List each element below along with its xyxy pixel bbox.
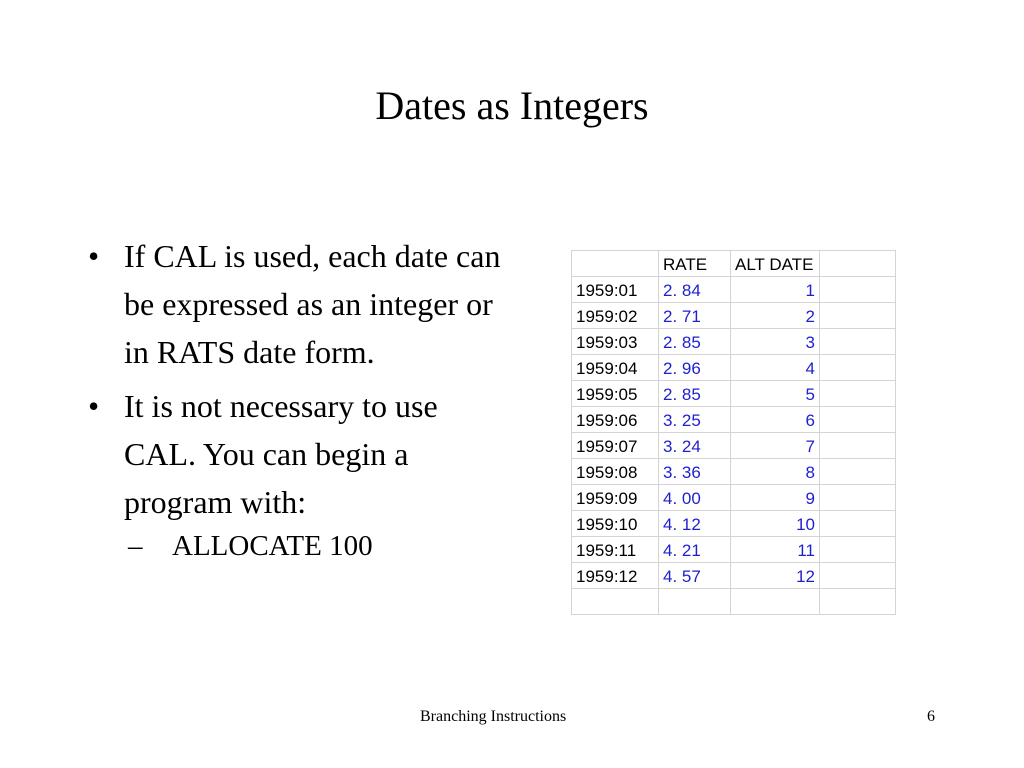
table-row bbox=[572, 355, 896, 381]
empty-cell bbox=[820, 459, 896, 485]
empty-cell bbox=[820, 329, 896, 355]
sub-bullet-item bbox=[124, 526, 508, 566]
empty-cell bbox=[820, 537, 896, 563]
table-row bbox=[572, 485, 896, 511]
rate-cell: 2. 85 bbox=[659, 381, 731, 407]
alt-date-cell: 6 bbox=[731, 407, 820, 433]
empty-cell bbox=[820, 355, 896, 381]
date-cell: 1959:12 bbox=[572, 563, 659, 589]
empty-cell bbox=[820, 589, 896, 615]
rate-cell: 3. 24 bbox=[659, 433, 731, 459]
bullet-text: If CAL is used, each date can be expressed as an integer or in RATS date form. bbox=[124, 238, 501, 370]
rate-cell: 4. 21 bbox=[659, 537, 731, 563]
data-table bbox=[571, 250, 896, 615]
rate-cell: 4. 00 bbox=[659, 485, 731, 511]
table-row bbox=[572, 563, 896, 589]
alt-date-cell: 2 bbox=[731, 303, 820, 329]
empty-cell bbox=[820, 277, 896, 303]
table-row bbox=[572, 459, 896, 485]
alt-date-cell: 11 bbox=[731, 537, 820, 563]
empty-cell bbox=[820, 303, 896, 329]
sub-bullet-text: ALLOCATE 100 bbox=[172, 530, 373, 562]
table-row bbox=[572, 407, 896, 433]
alt-date-cell: 10 bbox=[731, 511, 820, 537]
dash-icon: – bbox=[128, 530, 143, 562]
alt-date-cell: 12 bbox=[731, 563, 820, 589]
date-cell: 1959:10 bbox=[572, 511, 659, 537]
bullet-dot-icon: • bbox=[88, 388, 100, 424]
date-cell: 1959:06 bbox=[572, 407, 659, 433]
rate-cell: 4. 57 bbox=[659, 563, 731, 589]
alt-date-cell: 9 bbox=[731, 485, 820, 511]
footer-title: Branching Instructions bbox=[420, 708, 567, 725]
date-cell: 1959:03 bbox=[572, 329, 659, 355]
table-row bbox=[572, 277, 896, 303]
empty-cell bbox=[572, 589, 659, 615]
table-row bbox=[572, 537, 896, 563]
empty-cell bbox=[820, 407, 896, 433]
rate-cell: 2. 71 bbox=[659, 303, 731, 329]
empty-cell bbox=[820, 511, 896, 537]
empty-cell bbox=[820, 381, 896, 407]
table-row bbox=[572, 303, 896, 329]
table-row bbox=[572, 433, 896, 459]
alt-date-cell: 8 bbox=[731, 459, 820, 485]
table-row bbox=[572, 329, 896, 355]
empty-cell bbox=[731, 589, 820, 615]
bullet-item bbox=[88, 232, 508, 376]
rate-cell: 3. 36 bbox=[659, 459, 731, 485]
rate-cell: 3. 25 bbox=[659, 407, 731, 433]
date-cell: 1959:07 bbox=[572, 433, 659, 459]
alt-date-cell: 3 bbox=[731, 329, 820, 355]
date-cell: 1959:01 bbox=[572, 277, 659, 303]
date-cell: 1959:05 bbox=[572, 381, 659, 407]
empty-cell bbox=[659, 589, 731, 615]
date-cell: 1959:04 bbox=[572, 355, 659, 381]
bullet-item bbox=[88, 382, 508, 566]
table-row-empty bbox=[572, 589, 896, 615]
empty-cell bbox=[820, 485, 896, 511]
bullet-dot-icon: • bbox=[88, 238, 100, 274]
table-row bbox=[572, 511, 896, 537]
bullet-text: It is not necessary to use CAL. You can begin a program with: bbox=[124, 388, 438, 520]
alt-date-cell: 1 bbox=[731, 277, 820, 303]
date-cell: 1959:08 bbox=[572, 459, 659, 485]
date-cell: 1959:11 bbox=[572, 537, 659, 563]
date-cell: 1959:09 bbox=[572, 485, 659, 511]
header-cell-alt-date: ALT DATE bbox=[731, 251, 820, 277]
date-cell: 1959:02 bbox=[572, 303, 659, 329]
bullet-list bbox=[88, 232, 508, 572]
table-header-row bbox=[572, 251, 896, 277]
page-number: 6 bbox=[927, 708, 935, 725]
header-cell-rate: RATE bbox=[659, 251, 731, 277]
header-cell bbox=[572, 251, 659, 277]
empty-cell bbox=[820, 563, 896, 589]
sub-bullet-list bbox=[124, 526, 508, 566]
empty-cell bbox=[820, 433, 896, 459]
slide-title: Dates as Integers bbox=[375, 83, 649, 128]
table-row bbox=[572, 381, 896, 407]
rate-cell: 2. 96 bbox=[659, 355, 731, 381]
rate-cell: 2. 85 bbox=[659, 329, 731, 355]
alt-date-cell: 4 bbox=[731, 355, 820, 381]
rate-cell: 2. 84 bbox=[659, 277, 731, 303]
alt-date-cell: 5 bbox=[731, 381, 820, 407]
alt-date-cell: 7 bbox=[731, 433, 820, 459]
header-cell bbox=[820, 251, 896, 277]
rate-cell: 4. 12 bbox=[659, 511, 731, 537]
